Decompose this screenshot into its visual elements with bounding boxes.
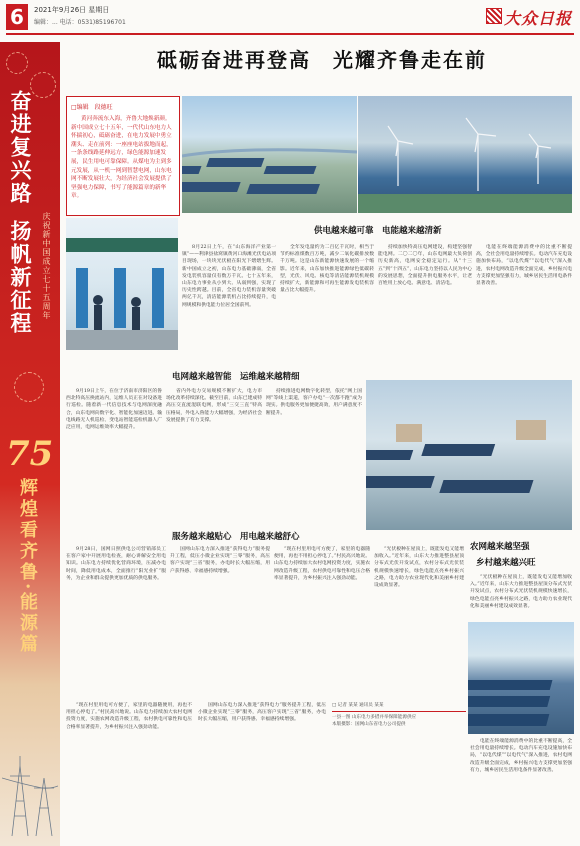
- article-column: [476, 244, 572, 356]
- article-paragraph: 电能在终端能源消费中的比重不断提高，全社会用电量持续增长。电动汽车充电设施加快布局，“以电代煤”“以电代气”深入推进，农村电网改造升级全面完成，乡村振兴电力支撑更加坚强有力，城乡居民生活用电条件显著改善。: [476, 245, 572, 287]
- article-column: [166, 388, 262, 528]
- editor-contact: 编辑：... 电话：0531)85196701: [34, 19, 126, 26]
- header-rule: [6, 33, 574, 35]
- page-header: [0, 0, 580, 38]
- commentary-text: 黄河奔流东入海，齐鲁大地焕新颜。新中国成立七十五年，一代代山东电力人怀揣初心，砥砺奋进，在电力发展中勇立潮头、走在前列：一座座电站拔地而起，一条条线路延伸远方，绿色能源加速发展，民生用电可靠保障。从煤电为主到多元发展，从一机一网到智慧电网，山东电网不断发展壮大，为经济社会发展提供了坚强电力保障，书写了能源篇章的新华章。: [71, 116, 172, 200]
- photo-wind-turbines-sea: [358, 96, 572, 213]
- article-column: [198, 702, 326, 840]
- article-column: [182, 244, 276, 356]
- banner-title-3: 辉煌看齐鲁·能源篇: [17, 478, 38, 656]
- credit-line: 本版摄影：国网山东省电力公司提供: [332, 722, 406, 727]
- article-paragraph: “现在村里用电可方便了，家里的电器随便用，再也不用担心停电了。”村民高兴地说。山东电力持续加大农村电网投资力度，实施农网改造升级工程，农村供电可靠性和电压合格率显著提升，为乡村振兴注入强劲动能。: [66, 703, 192, 730]
- article-paragraph: 电能在终端能源消费中的比重不断提高，全社会用电量持续增长。电动汽车充电设施加快布局，“以电代煤”“以电代气”深入推进，农村电网改造升级全面完成，乡村振兴电力支撑更加坚强有力，城乡居民生活用电条件显著改善。: [470, 739, 572, 773]
- article-paragraph: “现在村里用电可方便了，家里的电器随便用，再也不用担心停电了。”村民高兴地说。山东电力持续加大农村电网投资力度，实施农网改造升级工程，农村供电可靠性和电压合格率显著提升，为乡村振兴注入强劲动能。: [274, 547, 370, 581]
- article-paragraph: 持续加快特高压电网建设，构建坚强智能电网。二〇二〇年，山东电网最大负荷创历史新高，电网安全稳定运行。从“十三五”到“十四五”，山东电力坚持以人民为中心的发展思想，全面提升供电服务水平，让老百姓用上放心电、满意电、清洁电。: [378, 245, 472, 287]
- article-column: [274, 546, 370, 696]
- firework-decoration: [6, 52, 28, 74]
- page-number: 6: [6, 4, 28, 30]
- article-paragraph: 持续推进电网数字化转型，依托“网上国网”等线上渠道，客户办电“一次都不跑”成为现实。供电服务更加便捷高效，用户满意度不断提升。: [266, 389, 362, 416]
- commentary-box: [66, 96, 180, 216]
- photo-rural-solar-panels: [468, 622, 574, 734]
- feature-banner: [0, 42, 60, 846]
- article-column: [66, 702, 192, 840]
- photo-village-solar-rooftops: [366, 380, 572, 530]
- article-paragraph: 8月22日上午，在“山东海洋产业第一镇”——利津县盐窝镇黄河口海滩光伏电站项目现场，一块块光伏板在阳光下熠熠生辉。新中国成立之初，山东电力基础薄弱，全省发电装机容量仅有数万千瓦。七十五年来，山东电力事业从小到大、从弱到强，实现了历史性跨越。目前，全省电力装机容量突破两亿千瓦，清洁能源装机占比持续提升，电网规模和供电能力位居全国前列。: [182, 245, 276, 308]
- firework-decoration: [14, 372, 44, 402]
- article-paragraph: 国网山东电力深入推进“获得电力”服务提升工程，低压小微企业实现“三零”服务，高压客户实现“三省”服务，办电时长大幅压缩，用户获得感、幸福感持续增强。: [198, 703, 326, 723]
- issue-date: 2021年9月26日 星期日: [34, 6, 110, 14]
- article-paragraph: 全年发电量约为二百亿千瓦时，相当于节约标准煤数百万吨，减少二氧化碳排放数千万吨。这是山东新能源快速发展的一个缩影。近年来，山东加快推进能源绿色低碳转型，光伏、风电、核电等清洁能源装机规模持续扩大，新能源和可再生能源发电装机容量占比大幅提升。: [280, 245, 374, 294]
- article-column: [170, 546, 270, 696]
- article-column: [470, 574, 572, 618]
- section-head-rural-1: 农网越来越坚强: [470, 542, 530, 552]
- photo-credits: [332, 702, 466, 728]
- banner-title-1: 奋进复兴路: [8, 90, 33, 205]
- article-column: [470, 738, 572, 840]
- section-head-grid: 电网越来越智能 运维越来越精细: [172, 372, 300, 382]
- anniversary-number: 75: [6, 434, 54, 474]
- section-head-rural-2: 乡村越来越兴旺: [476, 558, 536, 568]
- article-paragraph: “光伏板种在屋顶上，既能发电又能增加收入。”近年来，山东大力推进整县屋顶分布式光伏开发试点，农村分布式光伏装机规模快速增长，绿色电能点亮乡村振兴之路，电力助力农业现代化和美丽乡村建设成效显著。: [374, 547, 464, 589]
- credit-line: 一县一图 山东电力多措并举保障能源供应: [332, 715, 417, 720]
- article-column: [266, 388, 362, 528]
- banner-subtitle: 庆祝新中国成立七十五周年: [42, 212, 51, 320]
- newspaper-logo: 大众日报: [503, 9, 572, 28]
- article-column: [280, 244, 374, 356]
- section-head-service: 服务越来越贴心 用电越来越舒心: [172, 532, 300, 542]
- article-paragraph: “光伏板种在屋顶上，既能发电又能增加收入。”近年来，山东大力推进整县屋顶分布式光伏开发试点，农村分布式光伏装机规模快速增长，绿色电能点亮乡村振兴之路，电力助力农业现代化和美丽乡村建设成效显著。: [470, 575, 572, 609]
- article-paragraph: 9月28日，国网日照供电公司营销部员工在客户家中开展用电检查，耐心讲解安全用电知识。山东电力持续优化营商环境，压减办电时间，降低用电成本，全面推行“阳光业扩”服务，为企业和群众提供更加优质的供电服务。: [66, 547, 166, 581]
- photo-solar-farm-aerial: [182, 96, 357, 213]
- banner-title-2: 扬帆新征程: [8, 220, 33, 335]
- qr-code-icon: [486, 8, 502, 24]
- article-column: [374, 546, 464, 696]
- article-column: [378, 244, 472, 356]
- photo-ev-charging-station: [66, 218, 178, 350]
- article-paragraph: 9月19日上午，在位于济南市济阳区的鲁西北特高压换流站内，运维人员正在对设备进行巡检。随着新一代信息技术与电网深度融合，山东电网向数字化、智能化加速迈进。输电线路无人机巡检、变电站智能巡检机器人广泛应用，电网运维效率大幅提升。: [66, 389, 162, 431]
- transmission-tower-icon: [2, 726, 58, 836]
- credit-line: □ 记者 某某 通讯员 某某: [332, 703, 384, 708]
- firework-decoration: [30, 72, 56, 98]
- article-paragraph: 省内外电力交易规模不断扩大，电力市场化改革持续深化。截至目前，山东已建成特高压交直流混联电网，形成“三交三直”特高压格局，外电入鲁能力大幅增强，为经济社会发展提供了有力支撑。: [166, 389, 262, 423]
- article-paragraph: 国网山东电力深入推进“获得电力”服务提升工程，低压小微企业实现“三零”服务，高压客户实现“三省”服务，办电时长大幅压缩，用户获得感、幸福感持续增强。: [170, 547, 270, 574]
- section-head-supply: 供电越来越可靠 电能越来越清新: [314, 226, 442, 236]
- page-headline: 砥砺奋进再登高 光耀齐鲁走在前: [157, 48, 487, 72]
- article-column: [66, 546, 166, 696]
- article-column: [66, 388, 162, 528]
- credit-rule: [332, 711, 466, 712]
- commentary-byline: □编辑 段德旺: [71, 104, 113, 111]
